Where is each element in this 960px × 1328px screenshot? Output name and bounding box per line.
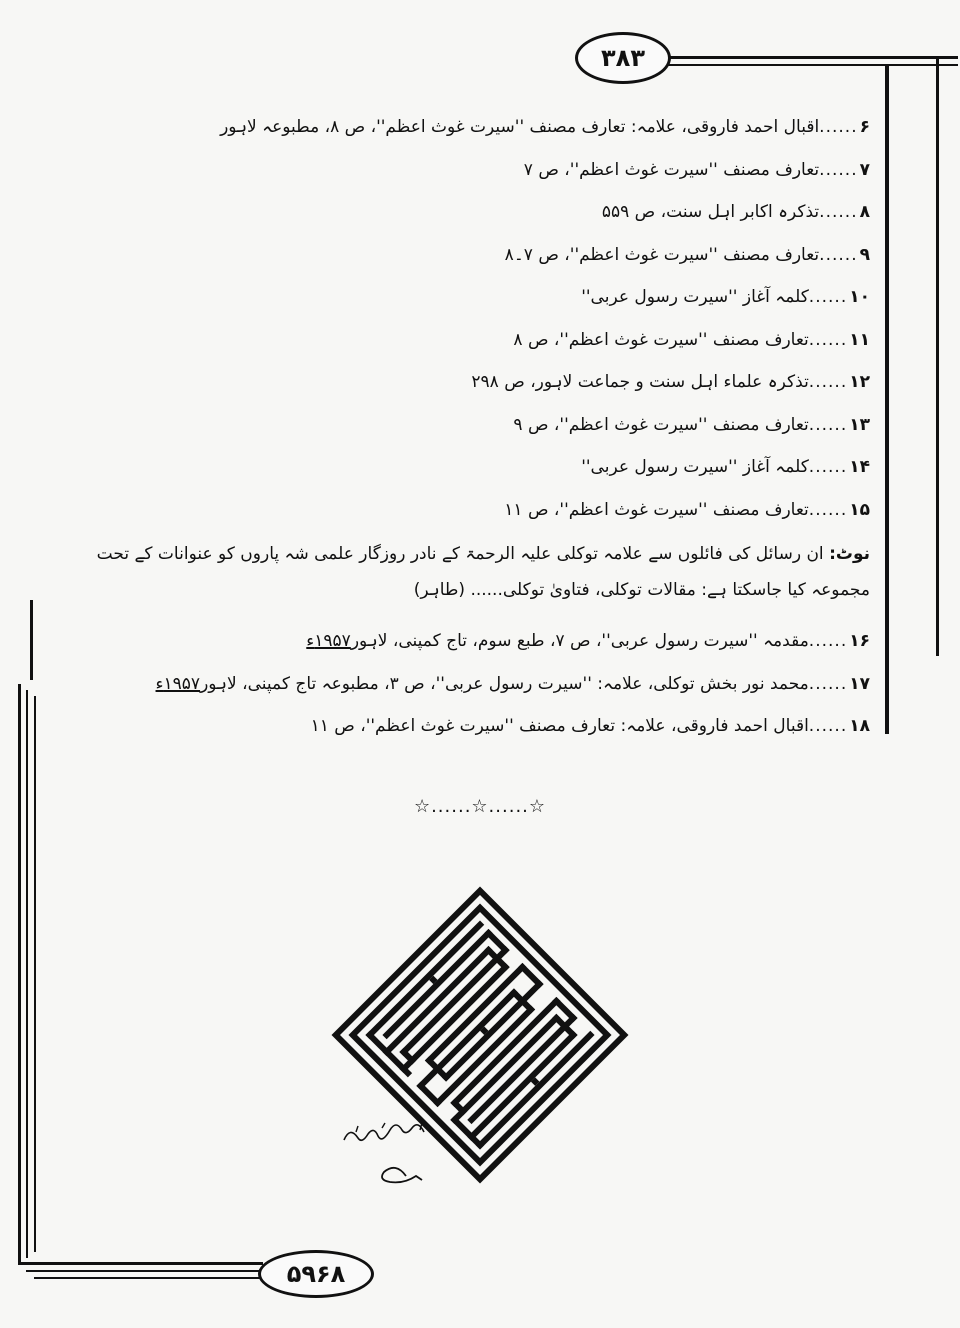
footnote bbox=[260, 361, 870, 404]
footnote-number: ۶ bbox=[859, 117, 870, 137]
frame-bottom-rule-2 bbox=[26, 1270, 263, 1272]
remark-text: ان رسائل کی فائلوں سے علامہ توکلی علیہ الرحمۃ کے نادر روزگار علمی شہ پاروں کو عنوانات کے تحت مجموعہ کیا جاسکتا ہے: مقالات توکلی، فتاویٰ توکلی...... (طاہر) bbox=[96, 544, 870, 600]
footnote-text: تذکرہ اکابر اہل سنت، ص ۵۵۹ bbox=[601, 202, 820, 222]
header-page-number bbox=[575, 32, 671, 84]
footnote-text: اقبال احمد فاروقی، علامہ: تعارف مصنف ''سیرت غوث اعظم''، ص ۸، مطبوعہ لاہور bbox=[220, 117, 820, 137]
footnote-dots: ...... bbox=[808, 287, 848, 307]
footnote bbox=[260, 276, 870, 319]
footnote-number: ۱۸ bbox=[849, 716, 870, 736]
frame-right-rule-outer bbox=[936, 56, 939, 656]
footnotes-list bbox=[220, 106, 870, 531]
footnote-dots: ...... bbox=[808, 372, 848, 392]
footnote-text: تعارف مصنف ''سیرت غوث اعظم''، ص ۷۔۸ bbox=[504, 244, 820, 265]
footnote bbox=[260, 191, 870, 234]
footnote-text: کلمہ آغاز ''سیرت رسول عربی'' bbox=[581, 287, 809, 307]
footnote-number: ۱۰ bbox=[849, 287, 870, 307]
remark-label: نوٹ: bbox=[829, 544, 870, 564]
footnote bbox=[260, 446, 870, 489]
footnote-number: ۱۷ bbox=[849, 673, 870, 694]
handwritten-caption-graphic bbox=[336, 1110, 446, 1200]
footnote-year: ۱۹۵۷ء bbox=[306, 631, 351, 651]
footnote-dots: ...... bbox=[808, 631, 848, 651]
footer-page-number-text: ۵۹۶۸ bbox=[286, 1260, 346, 1288]
frame-bottom-rule-1 bbox=[18, 1262, 263, 1265]
remark-note bbox=[80, 536, 870, 608]
footnote bbox=[260, 705, 870, 748]
calligraphy-caption-signature bbox=[336, 1110, 446, 1204]
footnote-dots: ...... bbox=[808, 329, 848, 350]
footnote-dots: ...... bbox=[808, 673, 848, 694]
footnote-number: ۱۱ bbox=[849, 329, 870, 350]
footnote-text: کلمہ آغاز ''سیرت رسول عربی'' bbox=[581, 457, 809, 477]
frame-bottom-rule-3 bbox=[34, 1277, 263, 1279]
footnote-text: تعارف مصنف ''سیرت غوث اعظم''، ص ۱۱ bbox=[504, 499, 809, 520]
footnote-dots: ...... bbox=[808, 414, 848, 435]
footnote bbox=[260, 149, 870, 192]
footnote bbox=[260, 620, 870, 663]
footnote bbox=[260, 404, 870, 447]
footnote-dots: ...... bbox=[819, 159, 858, 180]
footnote-text: تذکرہ علماء اہل سنت و جماعت لاہور، ص ۲۹۸ bbox=[471, 372, 809, 392]
footnote-number: ۸ bbox=[859, 202, 870, 222]
footnote-number: ۱۲ bbox=[849, 372, 870, 392]
footnote bbox=[260, 234, 870, 277]
footnote-number: ۱۴ bbox=[849, 457, 870, 477]
star-separator: ☆......☆......☆ bbox=[413, 796, 547, 817]
footnote bbox=[260, 489, 870, 532]
frame-left-rule-1 bbox=[18, 684, 21, 1264]
footnote bbox=[220, 106, 870, 149]
footnote-text: تعارف مصنف ''سیرت غوث اعظم''، ص ۸ bbox=[513, 329, 809, 350]
footnotes-list-2 bbox=[155, 620, 870, 748]
footnote-dots: ...... bbox=[819, 117, 858, 137]
footnote bbox=[260, 319, 870, 362]
footnote-number: ۷ bbox=[859, 159, 870, 180]
footnote-dots: ...... bbox=[819, 244, 858, 265]
frame-left-rule-2 bbox=[26, 690, 28, 1258]
footnote-number: ۱۳ bbox=[849, 414, 870, 435]
frame-left-rule-3 bbox=[34, 696, 36, 1252]
footnote-number: ۱۶ bbox=[849, 631, 870, 651]
footnote-text: مقدمہ ''سیرت رسول عربی''، ص ۷، طبع سوم، تاج کمپنی، لاہور bbox=[350, 631, 809, 651]
footnote-dots: ...... bbox=[819, 202, 858, 222]
footnote-dots: ...... bbox=[808, 499, 848, 520]
footnote-number: ۱۵ bbox=[849, 499, 870, 520]
header-page-number-text: ۳۸۳ bbox=[601, 44, 645, 72]
footnote-text: اقبال احمد فاروقی، علامہ: تعارف مصنف ''سیرت غوث اعظم''، ص ۱۱ bbox=[310, 716, 809, 736]
footnote bbox=[155, 663, 870, 706]
footnote-year: ۱۹۵۷ء bbox=[155, 673, 201, 694]
footnote-text: تعارف مصنف ''سیرت غوث اعظم''، ص ۹ bbox=[513, 414, 809, 435]
footnote-dots: ...... bbox=[808, 716, 848, 736]
frame-right-rule bbox=[885, 64, 889, 734]
footnote-dots: ...... bbox=[808, 457, 848, 477]
frame-left-rule-upper bbox=[30, 600, 33, 680]
footer-page-number bbox=[258, 1250, 374, 1298]
footnote-text: محمد نور بخش توکلی، علامہ: ''سیرت رسول عربی''، ص ۳، مطبوعہ تاج کمپنی، لاہور bbox=[200, 673, 809, 694]
footnote-text: تعارف مصنف ''سیرت غوث اعظم''، ص ۷ bbox=[523, 159, 820, 180]
footnote-number: ۹ bbox=[859, 244, 870, 265]
